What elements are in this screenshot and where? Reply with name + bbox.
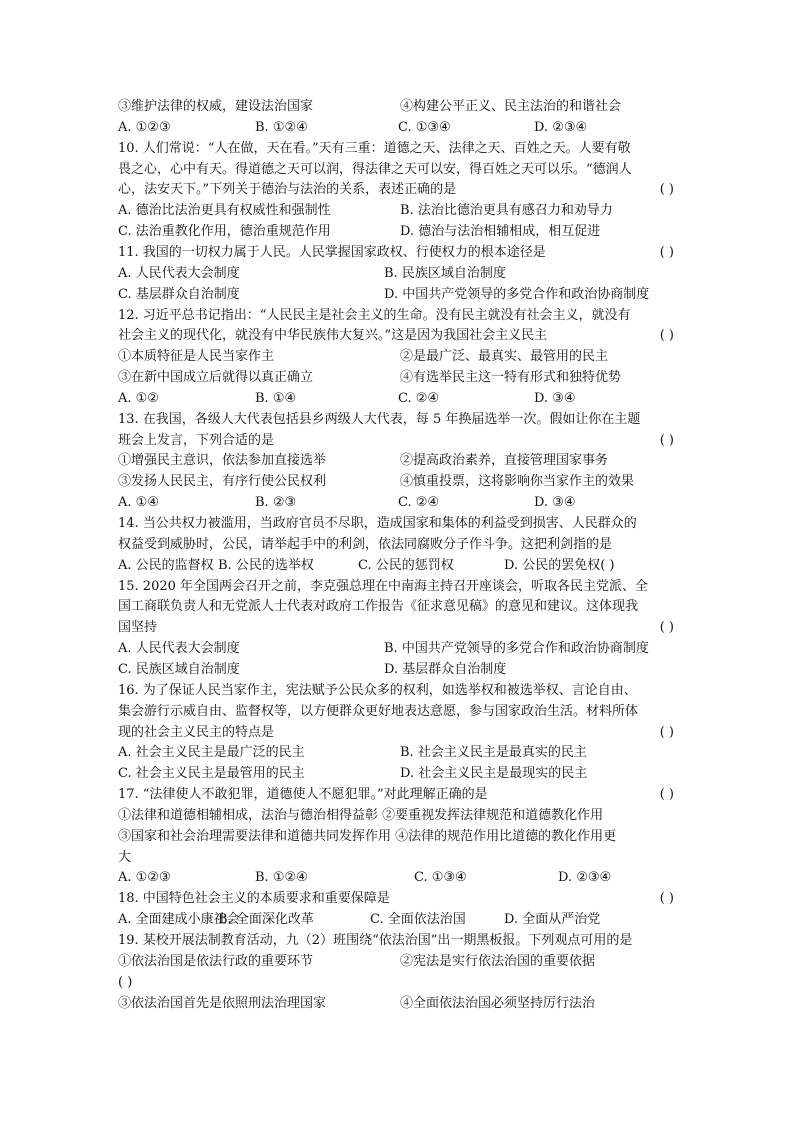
text-line	[118, 180, 678, 200]
text-line	[118, 472, 678, 492]
text-line	[118, 827, 678, 847]
answer-option: B. 公民的选举权	[218, 557, 314, 573]
statement-item: B. 中国共产党领导的多党合作和政治协商制度	[384, 641, 649, 657]
text-line	[118, 952, 678, 972]
text-line	[118, 639, 678, 659]
text-line	[118, 723, 678, 743]
answer-option: D. ②③④	[534, 119, 588, 135]
text-line	[118, 889, 678, 909]
statement-item: D. 德治与法治相辅相成，相互促进	[400, 224, 601, 240]
answer-option: A. ①④	[118, 495, 159, 511]
statement-item: ②提高政治素养，直接管理国家事务	[400, 453, 609, 469]
statement-item: ②是最广泛、最真实、最管用的民主	[400, 349, 609, 365]
text-line	[118, 97, 678, 117]
statement-item: C. 社会主义民主是最管用的民主	[118, 766, 305, 782]
text-line	[118, 201, 678, 221]
text-line	[118, 410, 678, 430]
statement-item: D. 中国共产党领导的多党合作和政治协商制度	[384, 286, 650, 302]
answer-option: A. ①②	[118, 390, 159, 406]
statement-item: ④有选举民主这一特有形式和独特优势	[400, 370, 622, 386]
statement-item: B. 民族区域自治制度	[384, 265, 506, 281]
text-line	[118, 118, 678, 138]
answer-bracket: ( )	[659, 432, 674, 448]
statement-item: B. 法治比德治更具有感召力和劝导力	[400, 203, 613, 219]
text-line	[118, 139, 678, 159]
statement-item: ④构建公平正义、民主法治的和谐社会	[400, 99, 622, 114]
statement-item: D. 基层群众自治制度	[384, 661, 507, 677]
answer-bracket: ( )	[659, 244, 674, 260]
answer-bracket: ( )	[659, 891, 674, 907]
text-line	[118, 931, 678, 951]
text-line	[118, 368, 678, 388]
line-text: 10. 人们常说：“人在做，天在看。”天有三重：道德之天、法律之天、百姓之天。人要有敬	[118, 140, 631, 156]
statement-item: ③发扬人民民主，有序行使公民权利	[118, 474, 327, 490]
line-text: 现的社会主义民主的特点是	[118, 724, 275, 740]
line-text: 社会主义的现代化，就没有中华民族伟大复兴。”这是因为我国社会主义民主	[118, 328, 548, 344]
statement-item: D. 社会主义民主是最现实的民主	[400, 766, 588, 782]
statement-item: ③维护法律的权威，建设法治国家	[118, 99, 314, 114]
statement-item: A. 社会主义民主是最广泛的民主	[118, 745, 305, 761]
statement-item: B. 社会主义民主是最真实的民主	[400, 745, 587, 761]
answer-option: D. ③④	[534, 390, 576, 406]
statement-item: C. 法治重教化作用，德治重规范作用	[118, 224, 331, 240]
text-line	[118, 764, 678, 784]
text-line	[118, 806, 678, 826]
statement-item: ④慎重投票，这将影响你当家作主的效果	[400, 474, 635, 490]
answer-option: A. 公民的监督权	[118, 557, 214, 573]
answer-option: B. ①②④	[255, 870, 308, 886]
text-line	[118, 556, 678, 576]
answer-option: C. ②④	[398, 495, 440, 511]
answer-option: A. 全面建成小康社会	[118, 912, 240, 928]
text-line	[118, 285, 678, 305]
answer-option: D. 全面从严治党	[504, 912, 601, 928]
text-line	[118, 785, 678, 805]
line-text: ( )	[118, 974, 133, 990]
text-line	[118, 973, 678, 993]
line-text: ①法律和道德相辅相成，法治与德治相得益彰 ②要重视发挥法律规范和道德教化作用	[118, 807, 604, 823]
text-line	[118, 493, 678, 513]
line-text: 11. 我国的一切权力属于人民。人民掌握国家政权、行使权力的根本途径是	[118, 244, 546, 260]
statement-item: A. 德治比法治更具有权威性和强制性	[118, 203, 331, 219]
answer-option: A. ①②③	[118, 119, 171, 135]
text-line	[118, 243, 678, 263]
line-text: ③国家和社会治理需要法律和道德共同发挥作用 ④法律的规范作用比道德的教化作用更	[118, 828, 617, 844]
text-line	[118, 160, 678, 180]
text-line	[118, 577, 678, 597]
answer-option: B. 全面深化改革	[218, 912, 314, 928]
statement-item: ①本质特征是人民当家作主	[118, 349, 275, 365]
answer-option: C. ②④	[398, 390, 440, 406]
text-line	[118, 910, 678, 930]
text-line	[118, 868, 678, 888]
statement-item: C. 民族区域自治制度	[118, 661, 240, 677]
text-line	[118, 306, 678, 326]
text-line	[118, 389, 678, 409]
line-text: 班会上发言，下列合适的是	[118, 432, 275, 448]
text-line	[118, 702, 678, 722]
text-line	[118, 535, 678, 555]
statement-item: A. 人民代表大会制度	[118, 265, 240, 281]
line-text: 16. 为了保证人民当家作主，宪法赋予公民众多的权利，如选举权和被选举权、言论自由、	[118, 682, 637, 698]
text-line	[118, 681, 678, 701]
statement-item: ①依法治国是依法行政的重要环节	[118, 953, 314, 969]
statement-item: ③依法治国首先是依照刑法治理国家	[118, 995, 327, 1011]
answer-option: D. 公民的罢免权( )	[504, 557, 615, 573]
statement-item: A. 人民代表大会制度	[118, 641, 240, 657]
statement-item: C. 基层群众自治制度	[118, 286, 240, 302]
text-line	[118, 326, 678, 346]
text-line	[118, 431, 678, 451]
statement-item: ②宪法是实行依法治国的重要依据	[400, 953, 596, 969]
answer-bracket: ( )	[659, 620, 674, 636]
line-text: 15. 2020 年全国两会召开之前，李克强总理在中南海主持召开座谈会，听取各民主党派、全	[118, 578, 649, 594]
text-line	[118, 597, 678, 617]
answer-bracket: ( )	[659, 182, 674, 198]
text-line	[118, 514, 678, 534]
statement-item: ④全面依法治国必须坚持厉行法治	[400, 995, 596, 1011]
text-line	[118, 660, 678, 680]
line-text: 12. 习近平总书记指出：“人民民主是社会主义的生命。没有民主就没有社会主义，就没有	[118, 307, 631, 323]
line-text: 畏之心，心中有天。得道德之天可以润，得法律之天可以安，得百姓之天可以乐。“德润人	[118, 161, 632, 177]
line-text: 13. 在我国，各级人大代表包括县乡两级人大代表，每 5 年换届选举一次。假如让你在主题	[118, 411, 641, 427]
line-text: 权益受到威胁时，公民，请举起手中的利剑，依法同腐败分子作斗争。这把利剑指的是	[118, 536, 613, 552]
answer-option: C. ①③④	[414, 870, 467, 886]
line-text: 国坚持	[118, 620, 158, 636]
answer-option: B. ②③	[255, 495, 297, 511]
statement-item: ①增强民主意识，依法参加直接选举	[118, 453, 327, 469]
answer-option: B. ①④	[255, 390, 297, 406]
line-text: 集会游行示威自由、监督权等，以方便群众更好地表达意愿，参与国家政治生活。材料所体	[118, 703, 639, 719]
text-line	[118, 222, 678, 242]
answer-option: C. 公民的惩罚权	[358, 557, 454, 573]
line-text: 18. 中国特色社会主义的本质要求和重要保障是	[118, 891, 390, 907]
line-text: 14. 当公共权力被滥用，当政府官员不尽职，造成国家和集体的利益受到损害、人民群众的	[118, 516, 637, 531]
text-line	[118, 848, 678, 868]
text-line	[118, 743, 678, 763]
text-line	[118, 347, 678, 367]
line-text: 大	[118, 849, 132, 865]
answer-option: B. ①②④	[255, 119, 308, 135]
answer-bracket: ( )	[659, 787, 674, 803]
answer-option: D. ③④	[534, 495, 576, 511]
answer-option: C. ①③④	[398, 119, 451, 135]
text-line	[118, 451, 678, 471]
text-line	[118, 264, 678, 284]
statement-item: ③在新中国成立后就得以真正确立	[118, 370, 314, 386]
line-text: 国工商联负责人和无党派人士代表对政府工作报告《征求意见稿》的意见和建议。这体现我	[118, 599, 639, 615]
answer-option: C. 全面依法治国	[370, 912, 466, 928]
answer-bracket: ( )	[659, 724, 674, 740]
answer-option: A. ①②③	[118, 870, 171, 886]
line-text: 19. 某校开展法制教育活动，九（2）班围绕“依法治国”出一期黑板报。下列观点可用的是	[118, 933, 633, 948]
text-line	[118, 994, 678, 1014]
line-text: 心，法安天下。”下列关于德治与法治的关系，表述正确的是	[118, 182, 457, 198]
answer-bracket: ( )	[659, 328, 674, 344]
line-text: 17. “法律使人不敢犯罪，道德使人不愿犯罪。”对此理解正确的是	[118, 787, 488, 803]
answer-option: D. ②③④	[558, 870, 612, 886]
text-line	[118, 618, 678, 638]
